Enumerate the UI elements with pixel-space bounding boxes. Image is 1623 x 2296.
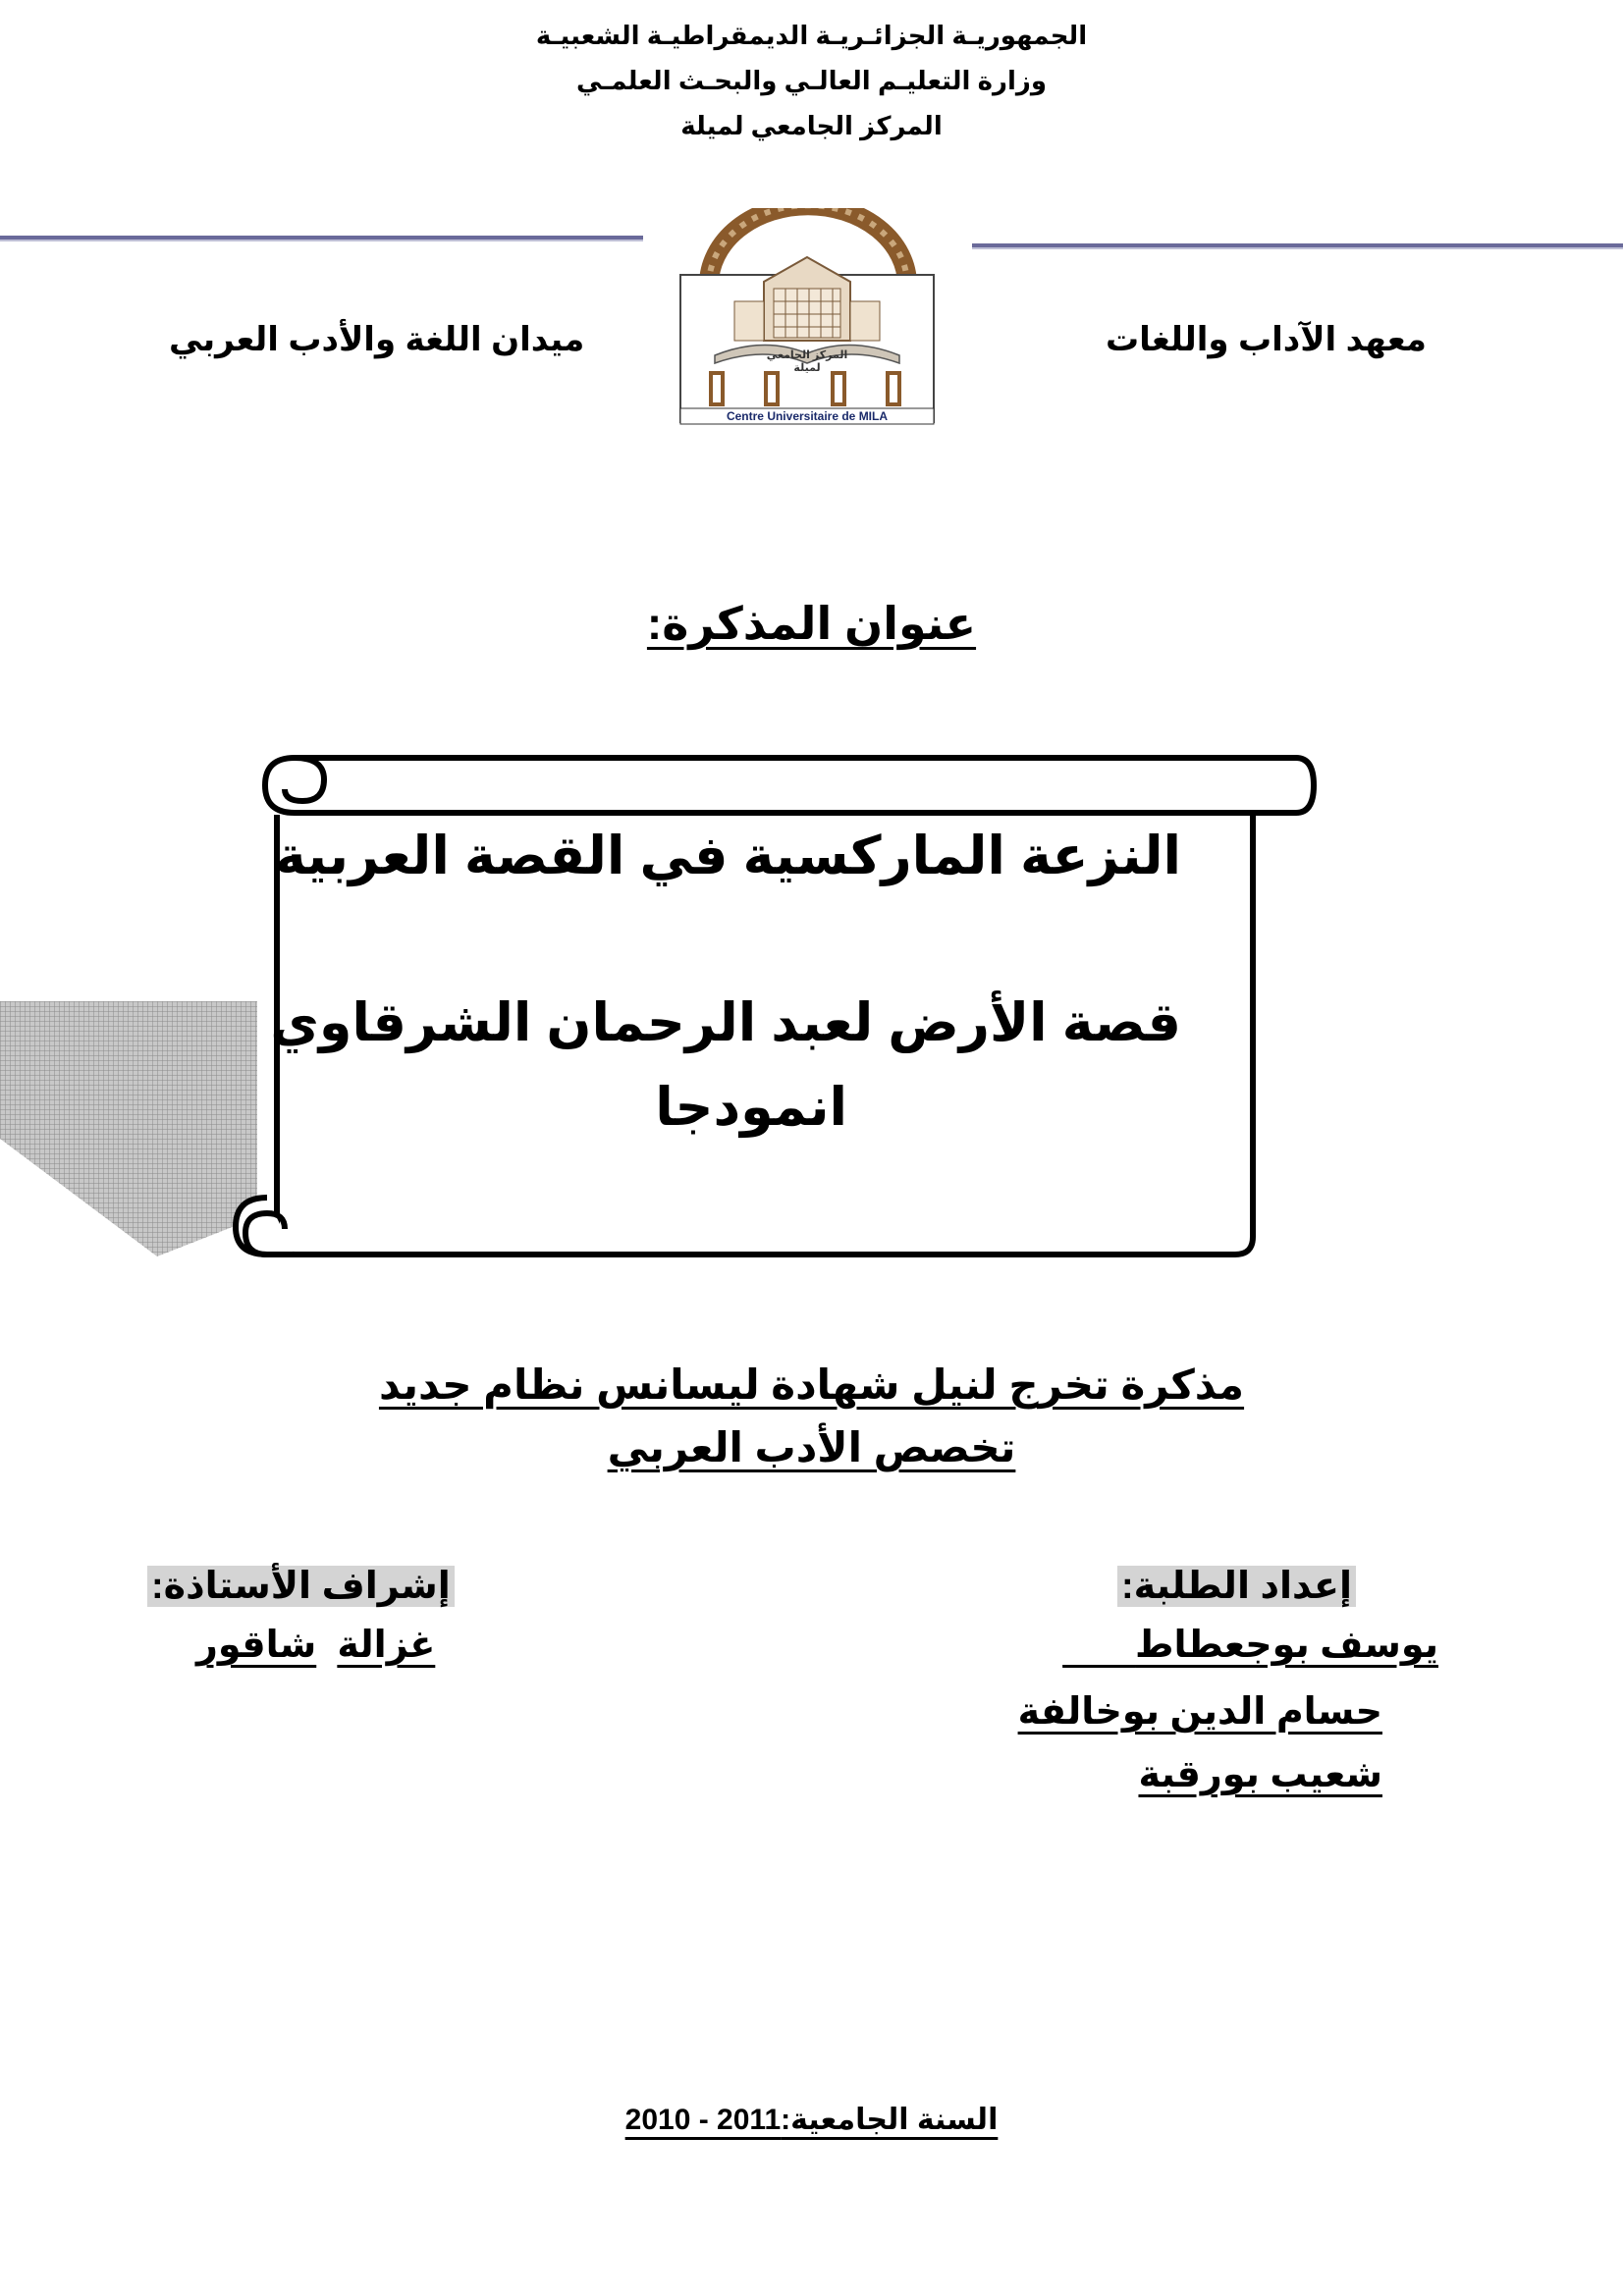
student-name-2: حسام الدين بوخالفة: [1017, 1691, 1382, 1733]
thesis-title-line3: انمودجا: [655, 1078, 847, 1137]
header-ministry: وزارة التعليـم العالـي والبحـث العلمـي: [576, 66, 1047, 95]
logo-arabic-text: المركز الجامعي لميلة: [766, 349, 848, 374]
student-name-1: يوسف بوجعطاط: [1135, 1625, 1438, 1666]
logo-building-icon: [676, 208, 939, 428]
header-republic: الجمهوريـة الجزائـريـة الديمقراطيـة الشعبيـة: [535, 21, 1088, 50]
degree-line2: تخصص الأدب العربي: [607, 1424, 1016, 1470]
header-rule-right: [972, 243, 1623, 247]
thesis-title-line2: قصة الأرض لعبد الرحمان الشرقاوي: [270, 993, 1181, 1052]
degree-line1: مذكرة تخرج لنيل شهادة ليسانس نظام جديد: [378, 1362, 1245, 1408]
thesis-label: عنوان المذكرة:: [646, 598, 977, 649]
logo-caption: Centre Universitaire de MILA: [726, 409, 889, 423]
institute-name: معهد الآداب واللغات: [1105, 321, 1427, 358]
header-center: المركز الجامعي لميلة: [680, 111, 943, 140]
thesis-title-line1: النزعة الماركسية في القصة العربية: [274, 827, 1181, 885]
academic-year: السنة الجامعية:2010 - 2011: [624, 2104, 999, 2136]
header-rule-left: [0, 236, 643, 240]
field-name: ميدان اللغة والأدب العربي: [169, 321, 585, 358]
supervisor-label: إشراف الأستاذة:: [147, 1561, 455, 1612]
students-label: إعداد الطلبة:: [1117, 1561, 1356, 1612]
student-name-3: شعيب بورقبة: [1138, 1754, 1382, 1795]
university-logo: [676, 208, 939, 428]
supervisor-name: غزالة شاقور: [196, 1625, 436, 1666]
